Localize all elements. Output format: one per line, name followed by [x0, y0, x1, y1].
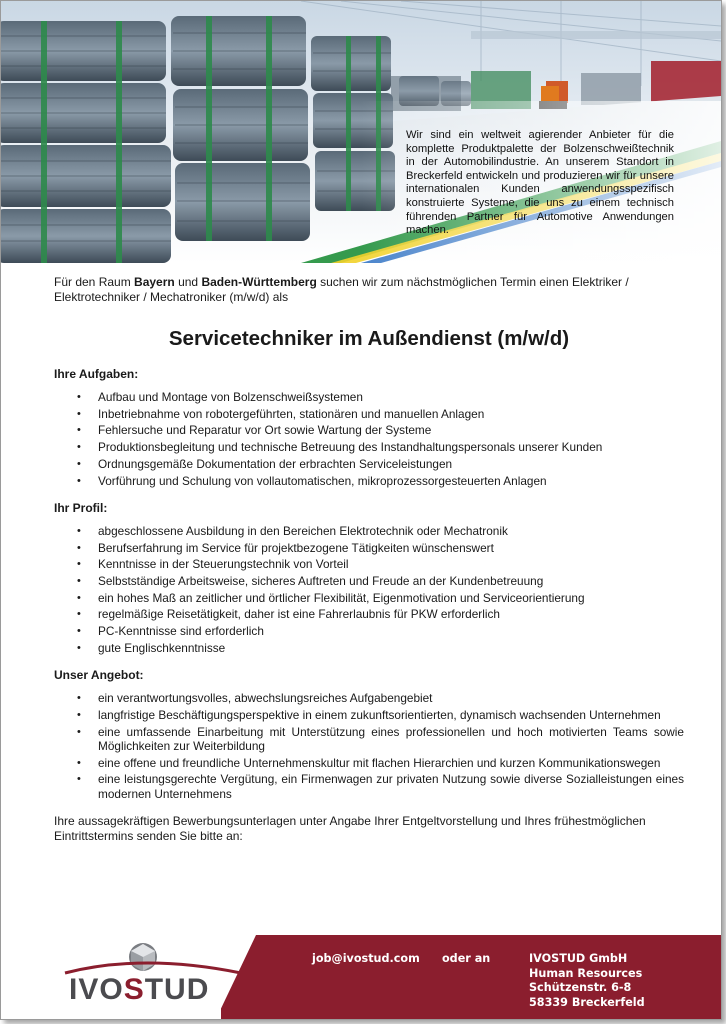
list-item-text: PC-Kenntnisse sind erforderlich	[98, 624, 264, 639]
list-item	[54, 772, 684, 801]
bullet-icon: •	[77, 756, 81, 769]
list-item	[54, 557, 684, 571]
company-intro-text: Wir sind ein weltweit agierender Anbieter für die komplette Produktpalette der Bolzenschweißtechnik in der Automobilindustrie. An unserem Standort in Breckerfeld entwickeln und produzieren wir für unsere internationalen Kunden anwendungsspezifisch konstruierte Systeme, die uns zu einem technisch führenden Partner für Automotive Anwendungen machen.	[406, 129, 674, 237]
bullet-icon: •	[77, 524, 81, 537]
list-item-text: ein hohes Maß an zeitlicher und örtlicher Flexibilität, Eigenmotivation und Serviceorientierung	[98, 590, 585, 605]
address-line: Schützenstr. 6-8	[529, 981, 632, 994]
section-heading: Ihr Profil:	[54, 500, 108, 515]
list-item	[54, 390, 684, 404]
list-item-text: Kenntnisse in der Steuerungstechnik von Vorteil	[98, 557, 349, 572]
list-item	[54, 407, 684, 421]
bullet-icon: •	[77, 575, 81, 588]
bullet-icon: •	[77, 407, 81, 420]
region-baden-wuerttemberg: Baden-Württemberg	[201, 275, 317, 289]
list-item-text: langfristige Beschäftigungsperspektive in einem zukunftsorientierten, dynamisch wachsenden Unternehmen	[98, 707, 661, 722]
list-item-text: abgeschlossene Ausbildung in den Bereichen Elektrotechnik oder Mechatronik	[98, 523, 508, 538]
contact-email-link[interactable]: job@ivostud.com	[312, 952, 420, 965]
bullet-icon: •	[77, 541, 81, 554]
bullet-icon: •	[77, 424, 81, 437]
bullet-icon: •	[77, 441, 81, 454]
list-item-text: Selbstständige Arbeitsweise, sicheres Auftreten und Freude an der Kundenbetreuung	[98, 574, 544, 589]
list-item	[54, 624, 684, 638]
bullet-icon: •	[77, 773, 81, 786]
list-item-text: Produktionsbegleitung und technische Betreuung des Instandhaltungspersonals unserer Kunden	[98, 440, 603, 455]
section-heading: Ihre Aufgaben:	[54, 367, 139, 381]
list-item-text: Fehlersuche und Reparatur vor Ort sowie Wartung der Systeme	[98, 423, 432, 438]
or-label: oder an	[442, 952, 491, 965]
list-item	[54, 440, 684, 454]
list-item	[54, 641, 684, 655]
closing-paragraph: Ihre aussagekräftigen Bewerbungsunterlagen unter Angabe Ihrer Entgeltvorstellung und Ihres frühestmöglichen Eintrittstermins senden Sie bitte an:	[54, 814, 646, 844]
section-list	[54, 691, 684, 801]
list-item-text: gute Englischkenntnisse	[98, 640, 226, 655]
list-item	[54, 708, 684, 722]
section-heading: Unser Angebot:	[54, 668, 144, 683]
bullet-icon: •	[77, 474, 81, 487]
list-item	[54, 725, 684, 754]
intro-text-2: und	[174, 275, 202, 289]
list-item-text: ein verantwortungsvolles, abwechslungsreiches Aufgabengebiet	[98, 691, 433, 706]
list-item-text: Berufserfahrung im Service für projektbezogene Tätigkeiten wünschenswert	[98, 540, 494, 555]
list-item	[54, 524, 684, 538]
postal-address	[529, 952, 645, 1010]
list-item	[54, 591, 684, 605]
list-item-text: Inbetriebnahme von robotergeführten, stationären und manuellen Anlagen	[98, 406, 485, 421]
main-content	[54, 275, 684, 844]
region-bayern: Bayern	[134, 275, 175, 289]
list-item	[54, 607, 684, 621]
list-item	[54, 423, 684, 437]
bullet-icon: •	[77, 725, 81, 738]
bullet-icon: •	[77, 625, 81, 638]
bullet-icon: •	[77, 558, 81, 571]
job-sections	[54, 367, 684, 801]
list-item-text: eine offene und freundliche Unternehmenskultur mit flachen Hierarchien und kurzen Kommunikationswegen	[98, 755, 661, 770]
list-item-text: Aufbau und Montage von Bolzenschweißsystemen	[98, 390, 363, 404]
bullet-icon: •	[77, 608, 81, 621]
address-line: IVOSTUD GmbH	[529, 952, 628, 965]
bullet-icon: •	[77, 391, 81, 403]
section-list	[54, 524, 684, 655]
list-item-text: eine leistungsgerechte Vergütung, ein Firmenwagen zur privaten Nutzung sowie diverse Sozialleistungen eines modernen Unternehmens	[98, 772, 684, 801]
list-item-text: regelmäßige Reisetätigkeit, daher ist eine Fahrerlaubnis für PKW erforderlich	[98, 607, 500, 622]
list-item	[54, 574, 684, 588]
list-item-text: Vorführung und Schulung von vollautomatischen, mikroprozessorgesteuerten Anlagen	[98, 473, 547, 488]
intro-text-1: Für den Raum	[54, 275, 135, 289]
section-list	[54, 390, 684, 488]
intro-paragraph	[54, 275, 684, 305]
list-item-text: eine umfassende Einarbeitung mit Unterstützung eines professionellen und hoch motivierten Teams sowie Möglichkeiten zur Weiterbildung	[98, 724, 684, 754]
bullet-icon: •	[77, 692, 81, 705]
bullet-icon: •	[77, 641, 81, 654]
job-title: Servicetechniker im Außendienst (m/w/d)	[168, 327, 570, 350]
hero-image	[1, 1, 721, 263]
address-line: Human Resources	[529, 966, 643, 980]
list-item-text: Ordnungsgemäße Dokumentation der erbrachten Serviceleistungen	[98, 456, 453, 471]
list-item	[54, 541, 684, 555]
list-item	[54, 457, 684, 471]
bullet-icon: •	[77, 708, 81, 721]
list-item	[54, 756, 684, 770]
bullet-icon: •	[77, 457, 81, 470]
bullet-icon: •	[77, 591, 81, 604]
list-item	[54, 474, 684, 488]
address-line: 58339 Breckerfeld	[529, 995, 645, 1009]
logo-wordmark: IVOSTUD	[69, 973, 210, 1006]
list-item	[54, 691, 684, 705]
intro-text-3: suchen wir zum nächstmöglichen Termin einen Elektriker / Elektrotechniker / Mechatroniker (m/w/d) als	[54, 275, 629, 304]
